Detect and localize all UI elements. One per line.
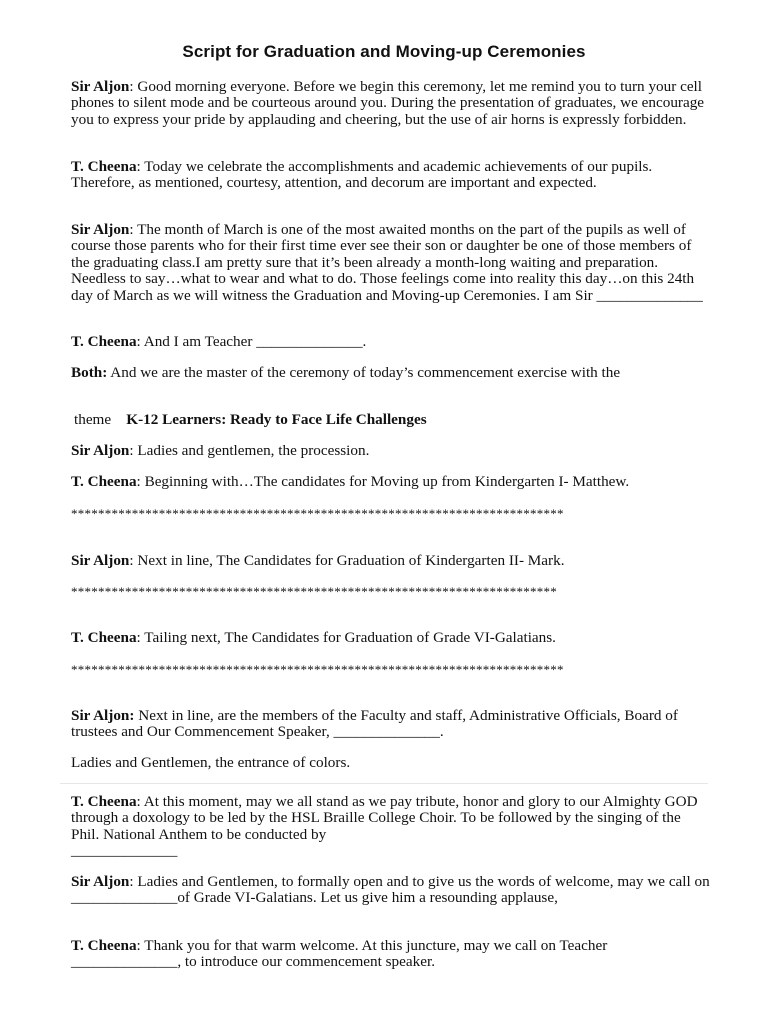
speaker-name: Sir Aljon xyxy=(71,78,130,95)
paragraph-t-cheena-doxology xyxy=(71,794,711,843)
paragraph-text: : Thank you for that warm welcome. At this juncture, may we call on Teacher ______________, to introduce our commencement speaker. xyxy=(71,937,608,971)
asterisk-separator: ************************************************************************* xyxy=(71,506,564,521)
paragraph-text: : Beginning with…The candidates for Moving up from Kindergarten I- Matthew. xyxy=(136,473,630,490)
speaker-name: T. Cheena xyxy=(71,793,137,810)
paragraph-t-cheena-teacher xyxy=(71,334,711,350)
paragraph-t-cheena-kinder-one xyxy=(71,474,711,490)
paragraph-text: : At this moment, may we all stand as we pay tribute, honor and glory to our Almighty GOD through a doxology to be led by the HSL Braille College Choir. To be followed by the singing of the Phil. National Anthem to be conducted by xyxy=(71,793,698,843)
paragraph-blank-line xyxy=(71,843,711,859)
paragraph-sir-aljon-faculty xyxy=(71,708,711,741)
speaker-name: T. Cheena xyxy=(71,158,137,175)
paragraph-text: : Tailing next, The Candidates for Graduation of Grade VI-Galatians. xyxy=(136,629,556,646)
speaker-name: Sir Aljon xyxy=(71,873,130,890)
paragraph-text: : Today we celebrate the accomplishments and academic achievements of our pupils. Therefore, as mentioned, courtesy, attention, and decorum are important and expected. xyxy=(71,158,653,192)
paragraph-text: And we are the master of the ceremony of today’s commencement exercise with the xyxy=(107,364,621,381)
paragraph-t-cheena-grade-six xyxy=(71,630,711,646)
speaker-name: Both: xyxy=(71,364,108,381)
paragraph-text: Next in line, are the members of the Faculty and staff, Administrative Officials, Board of trustees and Our Commencement Speaker, ______________. xyxy=(71,707,678,741)
theme-label: theme xyxy=(74,411,112,428)
blank-line: ______________ xyxy=(71,842,178,859)
speaker-name: T. Cheena xyxy=(71,629,137,646)
paragraph-sir-aljon-march xyxy=(71,222,711,304)
paragraph-sir-aljon-welcome xyxy=(71,874,711,907)
paragraph-theme xyxy=(74,412,714,428)
paragraph-entrance-colors xyxy=(71,755,711,771)
paragraph-text: : Good morning everyone. Before we begin this ceremony, let me remind you to turn your cell phones to silent mode and be courteous around you. During the presentation of graduates, we encourage you to express your pride by applauding and cheering, but the use of air horns is expressly forbidden. xyxy=(71,78,705,128)
paragraph-sir-aljon-intro xyxy=(71,79,711,128)
speaker-name: Sir Aljon: xyxy=(71,707,135,724)
paragraph-sir-aljon-procession xyxy=(71,443,711,459)
asterisk-separator: ************************************************************************ xyxy=(71,584,557,599)
speaker-name: T. Cheena xyxy=(71,473,137,490)
speaker-name: Sir Aljon xyxy=(71,552,130,569)
paragraph-sir-aljon-kinder-two xyxy=(71,553,711,569)
theme-text: K-12 Learners: Ready to Face Life Challenges xyxy=(126,411,427,428)
document-title: Script for Graduation and Moving-up Ceremonies xyxy=(182,42,586,61)
paragraph-t-cheena-juncture xyxy=(71,938,711,971)
paragraph-text: : Ladies and Gentlemen, to formally open and to give us the words of welcome, may we call on ______________of Grade VI-Galatians. Let us give him a resounding applause, xyxy=(71,873,710,907)
paragraph-text: : Next in line, The Candidates for Graduation of Kindergarten II- Mark. xyxy=(129,552,565,569)
paragraph-text: Ladies and Gentlemen, the entrance of colors. xyxy=(71,754,351,771)
page-divider xyxy=(60,783,708,784)
asterisk-separator: ************************************************************************* xyxy=(71,662,564,677)
paragraph-text: : And I am Teacher ______________. xyxy=(136,333,367,350)
speaker-name: T. Cheena xyxy=(71,333,137,350)
speaker-name: Sir Aljon xyxy=(71,221,130,238)
paragraph-text: : The month of March is one of the most awaited months on the part of the pupils as well of course those parents who for their first time ever see their son or daughter be one of those members of the graduating class.I am pretty sure that it’s been already a month-long waiting and preparation. Needless to say…what to wear and what to do. Those feelings come into reality this day…on this 24th day of March as we will witness the Graduation and Moving-up Ceremonies. I am Sir ______________ xyxy=(71,221,703,304)
speaker-name: T. Cheena xyxy=(71,937,137,954)
paragraph-both-master xyxy=(71,365,711,381)
paragraph-text: : Ladies and gentlemen, the procession. xyxy=(129,442,370,459)
paragraph-t-cheena-celebrate xyxy=(71,159,711,192)
speaker-name: Sir Aljon xyxy=(71,442,130,459)
